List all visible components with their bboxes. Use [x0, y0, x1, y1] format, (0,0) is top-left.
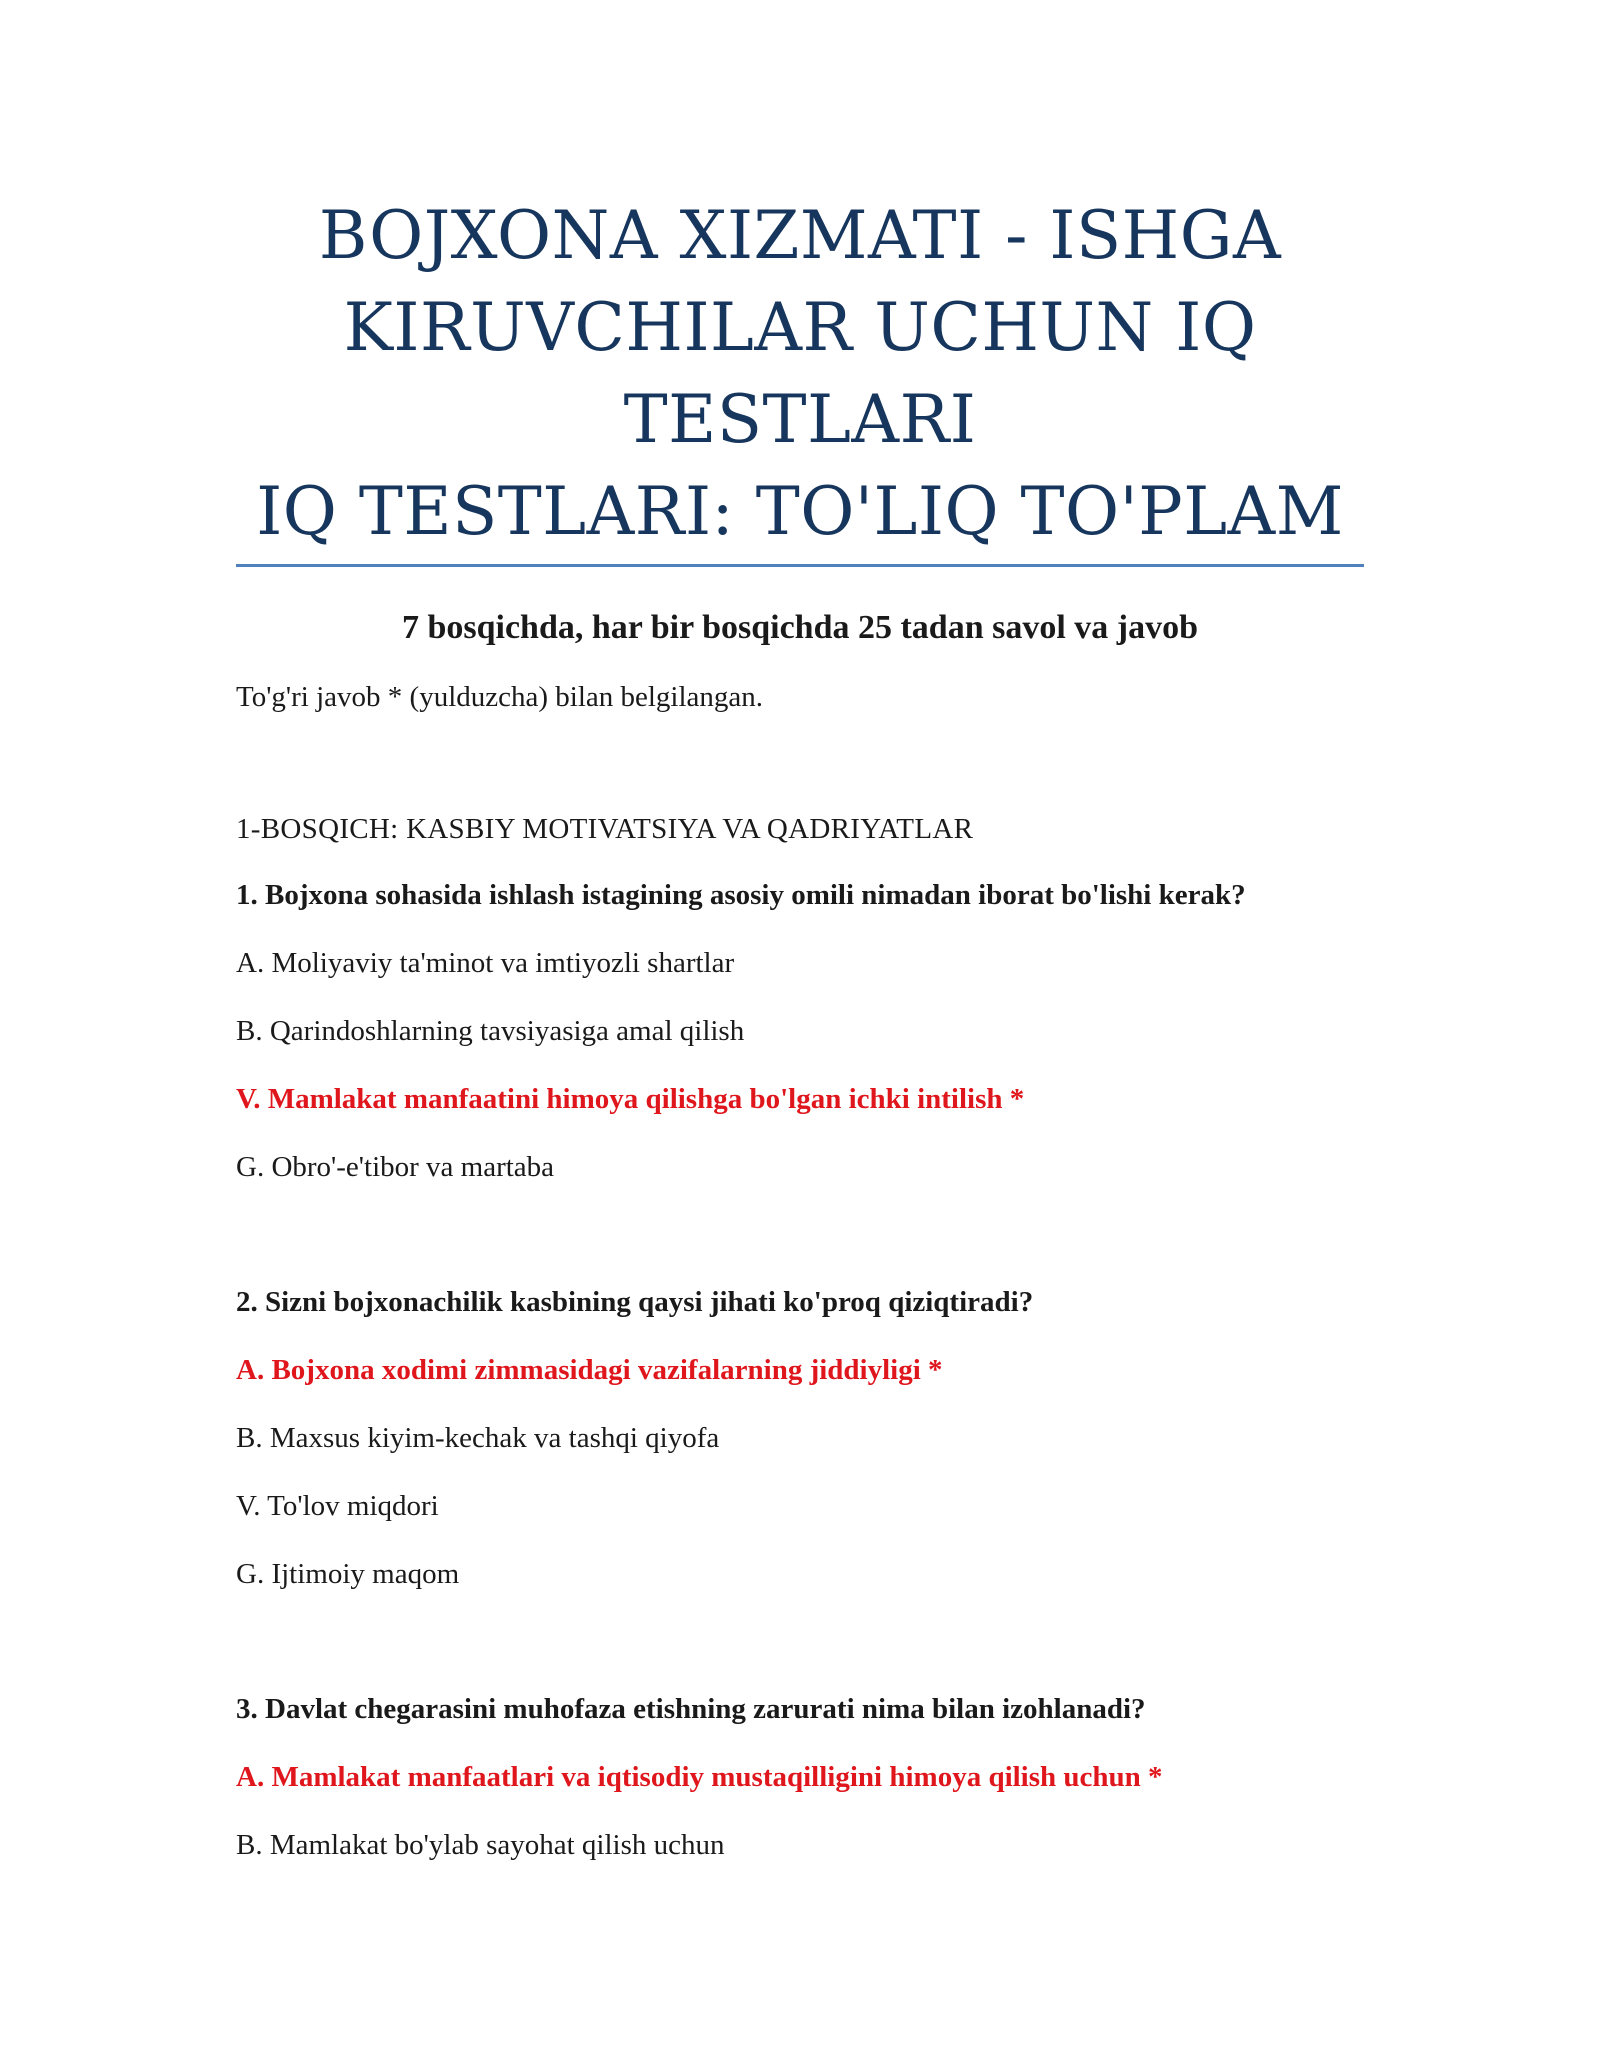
answer-key-note: To'g'ri javob * (yulduzcha) bilan belgilangan. — [236, 681, 764, 713]
document-title — [236, 190, 1364, 558]
correct-answer-option: A. Mamlakat manfaatlari va iqtisodiy mustaqilligini himoya qilish uchun * — [236, 1761, 1163, 1793]
answer-option: G. Obro'-e'tibor va martaba — [236, 1151, 555, 1183]
answer-option: V. To'lov miqdori — [236, 1490, 439, 1522]
correct-answer-option: V. Mamlakat manfaatini himoya qilishga bo'lgan ichki intilish * — [236, 1083, 1025, 1115]
question-2 — [236, 1282, 1364, 1594]
question-text: 3. Davlat chegarasini muhofaza etishning zarurati nima bilan izohlanadi? — [236, 1693, 1146, 1725]
correct-answer-option: A. Bojxona xodimi zimmasidagi vazifalarning jiddiyligi * — [236, 1354, 943, 1386]
title-divider — [236, 564, 1364, 567]
answer-option: A. Moliyaviy ta'minot va imtiyozli shartlar — [236, 947, 735, 979]
answer-option: B. Maxsus kiyim-kechak va tashqi qiyofa — [236, 1422, 720, 1454]
question-3 — [236, 1689, 1364, 1865]
section-heading: 1-BOSQICH: KASBIY MOTIVATSIYA VA QADRIYATLAR — [236, 813, 974, 845]
answer-option: B. Mamlakat bo'ylab sayohat qilish uchun — [236, 1829, 725, 1861]
title-line-4: IQ TESTLARI: TO'LIQ TO'PLAM — [256, 473, 1344, 550]
title-line-2: KIRUVCHILAR UCHUN IQ — [343, 289, 1257, 366]
question-text: 2. Sizni bojxonachilik kasbining qaysi jihati ko'proq qiziqtiradi? — [236, 1286, 1034, 1318]
answer-option: B. Qarindoshlarning tavsiyasiga amal qilish — [236, 1015, 745, 1047]
question-text: 1. Bojxona sohasida ishlash istagining asosiy omili nimadan iborat bo'lishi kerak? — [236, 879, 1246, 911]
question-1 — [236, 875, 1364, 1187]
title-line-3: TESTLARI — [623, 381, 977, 458]
document-page — [236, 190, 1364, 1865]
answer-option: G. Ijtimoiy maqom — [236, 1558, 460, 1590]
document-subtitle: 7 bosqichda, har bir bosqichda 25 tadan savol va javob — [401, 609, 1199, 646]
title-line-1: BOJXONA XIZMATI - ISHGA — [318, 197, 1282, 274]
